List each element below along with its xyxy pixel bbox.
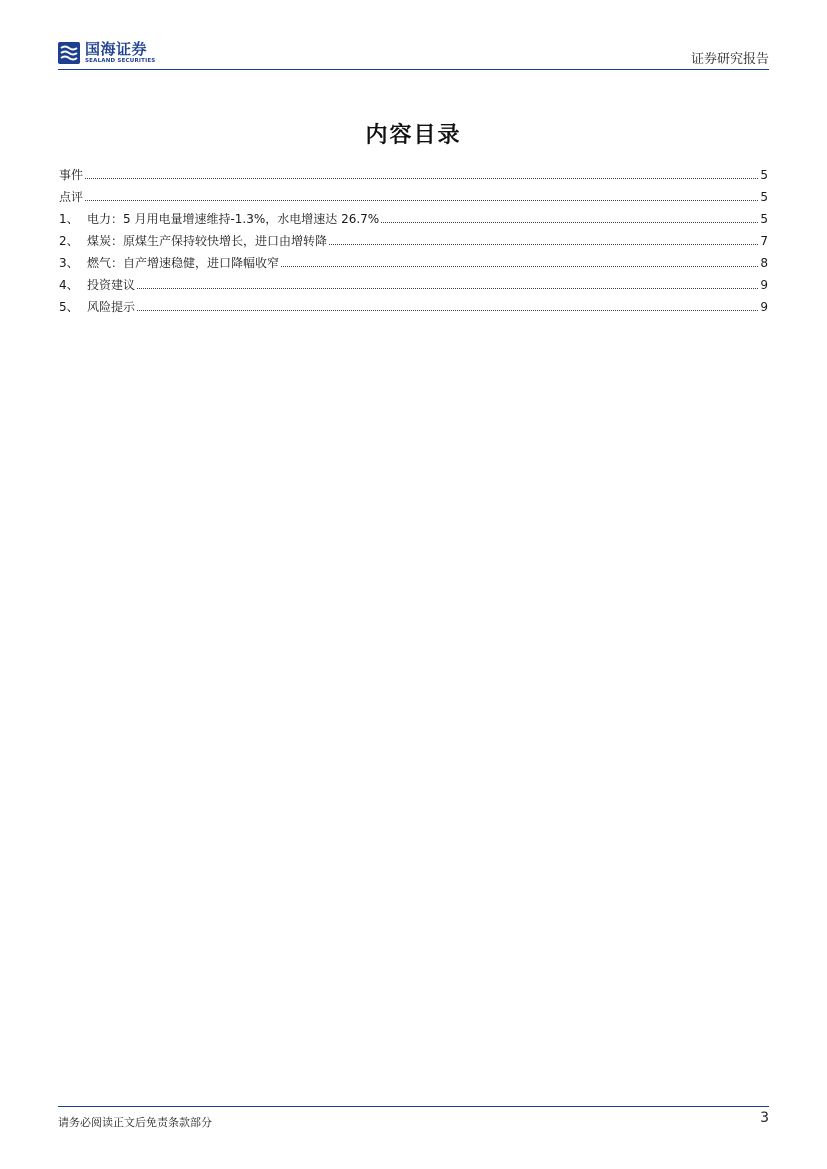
toc-leader-dots — [137, 310, 758, 311]
toc-leader-dots — [381, 222, 758, 223]
company-logo — [58, 40, 155, 66]
page-header — [58, 38, 769, 68]
footer-divider — [58, 1106, 769, 1107]
toc-entry-label: 风险提示 — [87, 300, 136, 314]
toc-entry-electricity[interactable] — [59, 204, 768, 226]
toc-entry-event[interactable] — [59, 160, 768, 182]
logo-chinese-name: 国海证券 — [85, 39, 148, 58]
toc-leader-dots — [85, 178, 758, 179]
header-divider — [58, 69, 769, 70]
toc-entry-coal[interactable] — [59, 226, 768, 248]
toc-entry-label: 煤炭：原煤生产保持较快增长，进口由增转降 — [87, 234, 328, 248]
report-type-label: 证券研究报告 — [690, 52, 769, 67]
toc-entry-number: 5、 — [59, 300, 79, 314]
toc-entry-gas[interactable] — [59, 248, 768, 270]
toc-entry-page: 9 — [760, 278, 768, 292]
toc-entry-commentary[interactable] — [59, 182, 768, 204]
toc-entry-risk-warning[interactable] — [59, 292, 768, 314]
toc-entry-page: 5 — [760, 168, 768, 182]
toc-entry-number: 1、 — [59, 212, 79, 226]
page-number: 3 — [760, 1110, 769, 1126]
toc-entry-label: 电力：5 月用电量增速维持-1.3%，水电增速达 26.7% — [87, 212, 380, 226]
toc-leader-dots — [85, 200, 758, 201]
logo-english-name: SEALAND SECURITIES — [85, 57, 156, 64]
toc-title: 内容目录 — [365, 123, 462, 148]
toc-leader-dots — [281, 266, 758, 267]
toc-entry-page: 5 — [760, 190, 768, 204]
toc-entry-investment-advice[interactable] — [59, 270, 768, 292]
toc-entry-number: 4、 — [59, 278, 79, 292]
table-of-contents — [59, 160, 768, 314]
toc-entry-label: 燃气：自产增速稳健，进口降幅收窄 — [87, 256, 280, 270]
toc-entry-page: 7 — [760, 234, 768, 248]
sealand-logo-icon — [58, 42, 80, 64]
toc-leader-dots — [329, 244, 758, 245]
toc-entry-page: 8 — [760, 256, 768, 270]
disclaimer-note: 请务必阅读正文后免责条款部分 — [58, 1116, 212, 1129]
toc-entry-label: 点评 — [59, 190, 84, 204]
toc-entry-page: 5 — [760, 212, 768, 226]
toc-entry-number: 3、 — [59, 256, 79, 270]
toc-entry-label: 事件 — [59, 168, 84, 182]
toc-entry-number: 2、 — [59, 234, 79, 248]
toc-entry-page: 9 — [760, 300, 768, 314]
toc-leader-dots — [137, 288, 758, 289]
toc-entry-label: 投资建议 — [87, 278, 136, 292]
